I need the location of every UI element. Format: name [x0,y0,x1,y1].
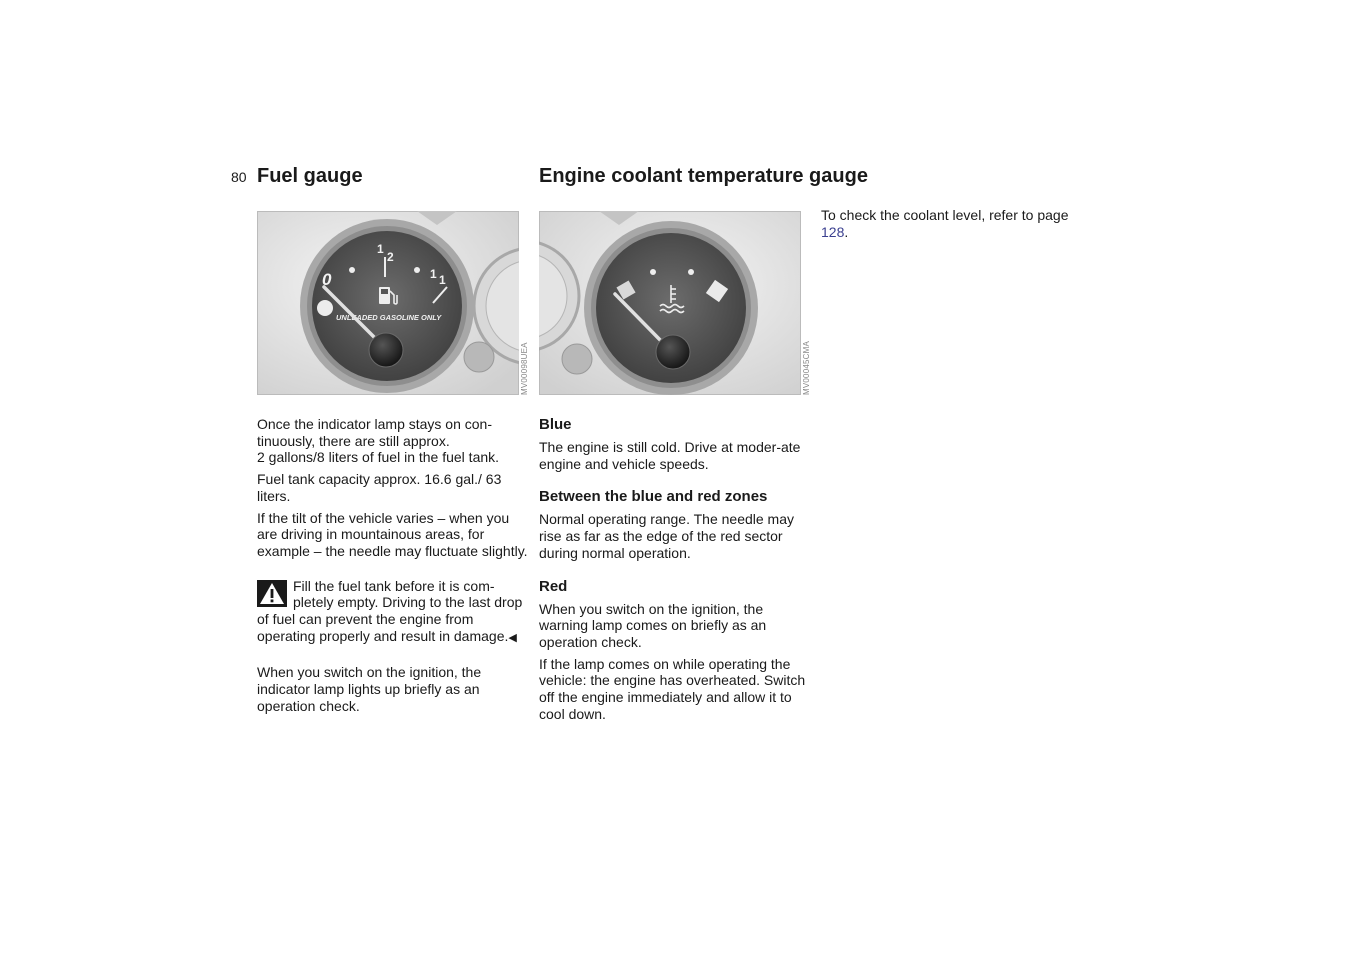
fuel-paragraph-3: Fuel tank capacity approx. 16.6 gal./ 63 liters. [257,471,502,504]
coolant-section-normal-text: Normal operating range. The needle may rise as far as the edge of the red sector during normal operation. [539,511,795,561]
fuel-after-warning: When you switch on the ignition, the indicator lamp lights up briefly as an operation check. [257,664,482,714]
page-number: 80 [231,169,247,185]
fuel-gauge-figure [257,211,519,395]
fuel-half-numerator: 1 [377,242,384,256]
fuel-figure-code: MV00098UEA [520,342,529,395]
coolant-gauge-heading: Engine coolant temperature gauge [539,165,868,187]
fuel-paragraph-2: 2 gallons/8 liters of fuel in the fuel tank. [257,449,500,466]
coolant-gauge-illustration [539,211,801,395]
end-of-note-marker: ◀ [508,631,517,644]
fuel-gauge-heading: Fuel gauge [257,165,363,187]
fuel-full-numerator: 1 [430,267,437,281]
coolant-section-blue-text: The engine is still cold. Drive at moder-ate engine and vehicle speeds. [539,439,801,472]
coolant-section-red-text: When you switch on the ignition, the warning lamp comes on briefly as an operation check. [539,600,767,650]
coolant-note-end: . [844,223,849,240]
fuel-half-denominator: 2 [387,250,394,264]
coolant-figure-code: MV00045CMA [802,340,811,395]
coolant-section-normal-title: Between the blue and red zones [539,488,768,506]
warning-triangle-icon [257,580,287,607]
coolant-overheat-text: If the lamp comes on while operating the vehicle: the engine has overheated. Switch off the engine immediately and allow it to cool down. [539,655,806,722]
fuel-text-column [257,416,529,720]
fuel-empty-label: 0 [322,270,332,289]
coolant-section-blue-title: Blue [539,416,572,433]
coolant-text-column [539,416,811,727]
coolant-level-note [821,207,1071,240]
fuel-paragraph-1: Once the indicator lamp stays on con-tinuously, there are still approx. [257,416,493,449]
fuel-gauge-illustration [257,211,519,395]
coolant-note-text: To check the coolant level, refer to page [821,207,1069,223]
coolant-gauge-figure [539,211,801,395]
fuel-gauge-bottom-text: UNLEADED GASOLINE ONLY [336,313,442,322]
fuel-full-denominator: 1 [439,273,446,287]
fuel-paragraph-4: If the tilt of the vehicle varies – when you are driving in mountainous areas, for example – the needle may fluctuate slightly. [257,509,528,559]
coolant-section-red-title: Red [539,577,568,595]
fuel-warning-text: Fill the fuel tank before it is com-pletely empty. Driving to the last drop of fuel can prevent the engine from operating properly and result in damage. [257,577,523,644]
page-reference-link[interactable]: 128 [821,223,845,240]
fuel-warning-note [257,578,529,647]
